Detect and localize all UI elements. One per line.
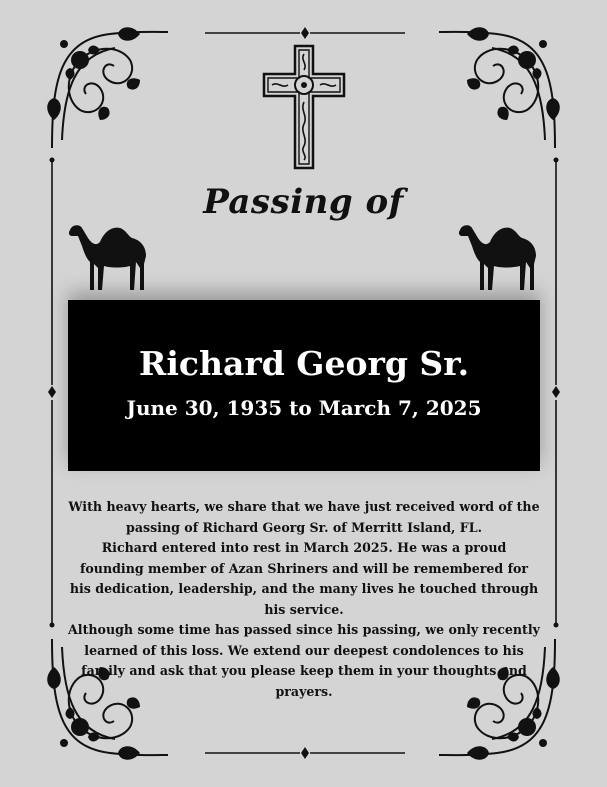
deceased-name: Richard Georg Sr. bbox=[138, 344, 470, 383]
floral-corner-icon bbox=[40, 20, 170, 150]
floral-corner-icon bbox=[437, 20, 567, 150]
cross-icon bbox=[262, 44, 346, 170]
notice-body bbox=[68, 497, 540, 702]
body-paragraph: Richard entered into rest in March 2025. He was a proud founding member of Azan Shriners and will be remembered for his dedication, leadership, and the many lives he touched through his service. bbox=[69, 540, 539, 617]
life-dates: June 30, 1935 to March 7, 2025 bbox=[126, 396, 482, 420]
heading-passing-of: Passing of bbox=[203, 182, 404, 222]
camel-icon bbox=[66, 218, 152, 292]
camel-icon bbox=[456, 218, 542, 292]
body-paragraph: With heavy hearts, we share that we have just received word of the passing of Richard Georg Sr. of Merritt Island, FL. bbox=[68, 499, 540, 535]
body-paragraph: Although some time has passed since his passing, we only recently learned of this loss. We extend our deepest condolences to his family and ask that you please keep them in your thoughts and prayers. bbox=[68, 622, 540, 699]
name-banner bbox=[68, 300, 540, 471]
